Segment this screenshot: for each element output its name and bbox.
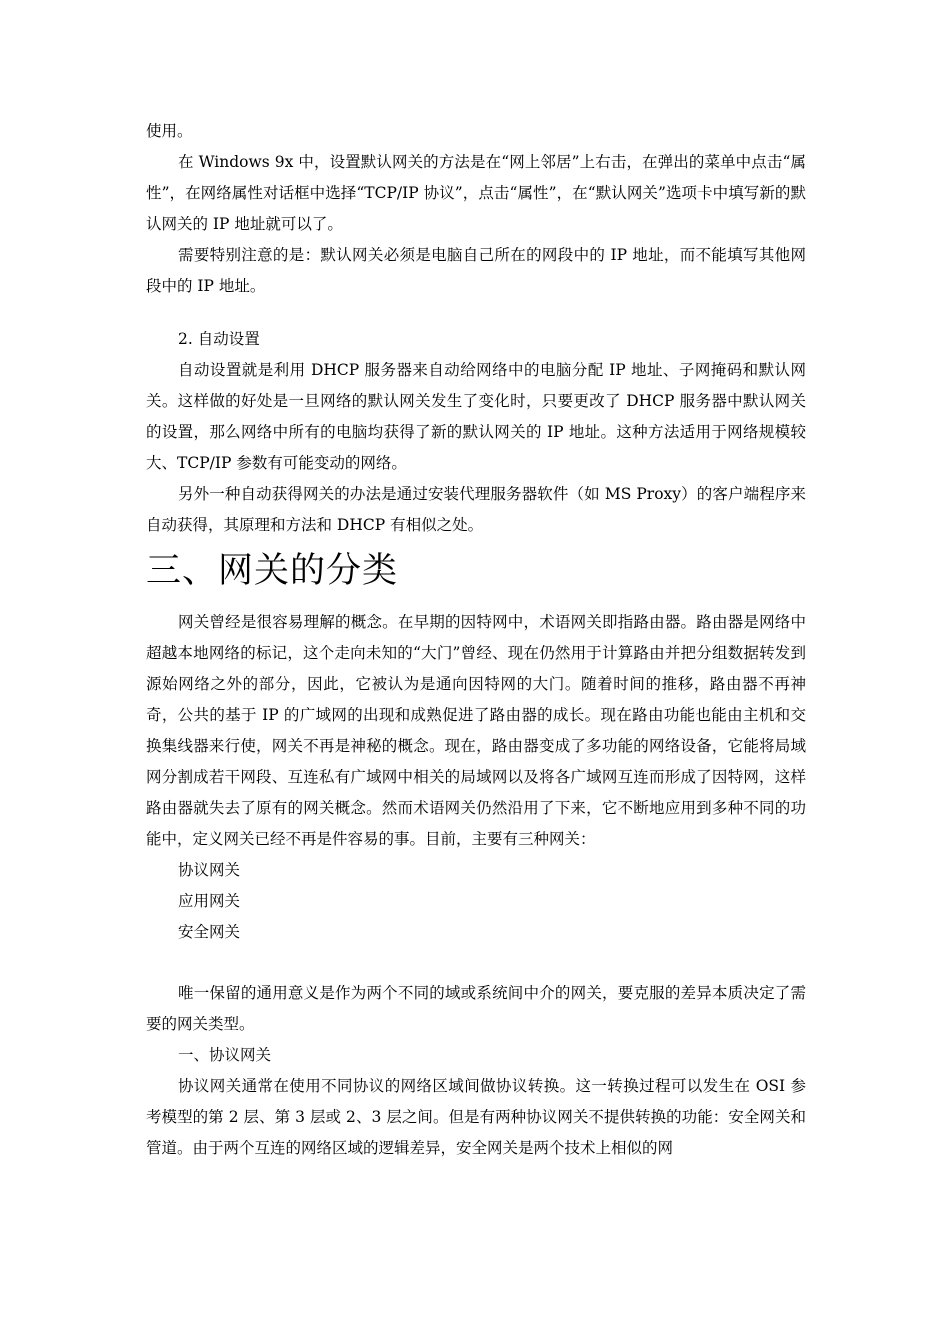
auto-setting-heading: 2. 自动设置 xyxy=(178,330,260,348)
auto-setting-proxy-paragraph: 另外一种自动获得网关的办法是通过安装代理服务器软件（如 MS Proxy）的客户端程序来自动获得，其原理和方法和 DHCP 有相似之处。 xyxy=(146,485,806,534)
gateway-types-intro-paragraph: 网关曾经是很容易理解的概念。在早期的因特网中，术语网关即指路由器。路由器是网络中超越本地网络的标记，这个走向未知的“大门”曾经、现在仍然用于计算路由并把分组数据转发到源始网络之外的部分，因此，它被认为是通向因特网的大门。随着时间的推移，路由器不再神奇，公共的基于 IP 的广域网的出现和成熟促进了路由器的成长。现在路由功能也能由主机和交换集线器来行使，网关不再是神秘的概念。现在，路由器变成了多功能的网络设备，它能将局域网分割成若干网段、互连私有广域网中相关的局域网以及将各广域网互连而形成了因特网，这样路由器就失去了原有的网关概念。然而术语网关仍然沿用了下来，它不断地应用到多种不同的功能中，定义网关已经不再是件容易的事。目前，主要有三种网关： xyxy=(146,613,806,848)
intro-continuation: 使用。 xyxy=(146,122,193,140)
manual-setting-windows-paragraph: 在 Windows 9x 中，设置默认网关的方法是在“网上邻居”上右击，在弹出的菜单中点击“属性”，在网络属性对话框中选择“TCP/IP 协议”，点击“属性”，在“默认网关”选项卡中填写新的默认网关的 IP 地址就可以了。 xyxy=(146,153,806,233)
protocol-gateway-paragraph: 协议网关通常在使用不同协议的网络区域间做协议转换。这一转换过程可以发生在 OSI 参考模型的第 2 层、第 3 层或 2、3 层之间。但是有两种协议网关不提供转换的功能：安全网关和管道。由于两个互连的网络区域的逻辑差异，安全网关是两个技术上相似的网 xyxy=(146,1077,806,1157)
common-meaning-paragraph: 唯一保留的通用意义是作为两个不同的域或系统间中介的网关，要克服的差异本质决定了需要的网关类型。 xyxy=(146,984,806,1033)
auto-setting-dhcp-paragraph: 自动设置就是利用 DHCP 服务器来自动给网络中的电脑分配 IP 地址、子网掩码和默认网关。这样做的好处是一旦网络的默认网关发生了变化时，只要更改了 DHCP 服务器中默认网关的设置，那么网络中所有的电脑均获得了新的默认网关的 IP 地址。这种方法适用于网络规模较大、TCP/IP 参数有可能变动的网络。 xyxy=(146,361,806,472)
gateway-type-protocol: 协议网关 xyxy=(178,861,241,879)
document-body xyxy=(146,116,806,1164)
spacer xyxy=(146,302,806,324)
section-heading-gateway-types: 三、网关的分类 xyxy=(146,551,399,591)
protocol-gateway-heading: 一、协议网关 xyxy=(178,1046,272,1064)
gateway-type-security: 安全网关 xyxy=(178,923,241,941)
gateway-type-application: 应用网关 xyxy=(178,892,241,910)
spacer xyxy=(146,948,806,978)
manual-setting-note-paragraph: 需要特别注意的是：默认网关必须是电脑自己所在的网段中的 IP 地址，而不能填写其他网段中的 IP 地址。 xyxy=(146,246,806,295)
